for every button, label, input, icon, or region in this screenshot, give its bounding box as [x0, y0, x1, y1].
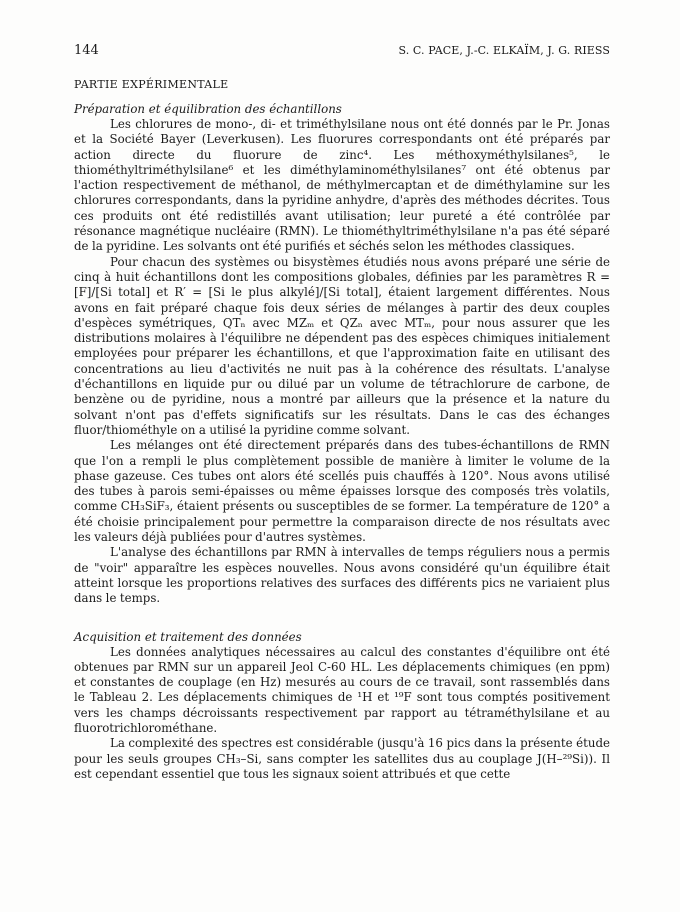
running-head-authors: S. C. PACE, J.-C. ELKAÏM, J. G. RIESS [398, 44, 610, 57]
section-title: PARTIE EXPÉRIMENTALE [74, 78, 229, 91]
body-paragraph: Les chlorures de mono-, di- et triméthylsilane nous ont été donnés par le Pr. Jonas et la Société Bayer (Leverkusen). Les fluorures correspondants ont été préparés par action directe du fluorure de zinc⁴. Les méthoxyméthylsilanes⁵, le thiométhyltriméthylsilane⁶ et les diméthylaminométhylsilanes⁷ ont été obtenus par l'action respectivement de méthanol, de méthylmercaptan et de diméthylamine sur les chlorures correspondants, dans la pyridine anhydre, d'après des méthodes décrites. Tous ces produits ont été redistillés avant utilisation; leur pureté a été contrôlée par résonance magnétique nucléaire (RMN). Le thiométhyltriméthylsilane n'a pas été séparé de la pyridine. Les solvants ont été purifiés et séchés selon les méthodes classiques. [74, 117, 610, 254]
body-paragraph: La complexité des spectres est considérable (jusqu'à 16 pics dans la présente étude pour les seuls groupes CH₃–Si, sans compter les satellites dus au couplage J(H–²⁹Si)). Il est cependant essentiel que tous les signaux soient attribués et que cette [74, 736, 610, 781]
running-head [74, 44, 610, 58]
body-paragraph: Pour chacun des systèmes ou bisystèmes étudiés nous avons préparé une série de cinq à huit échantillons dont les compositions globales, définies par les paramètres R = [F]/[Si total] et R′ = [Si le plus alkylé]/[Si total], étaient largement différentes. Nous avons en fait préparé chaque fois deux séries de mélanges à partir des deux couples d'espèces symétriques, QTₙ avec MZₘ et QZₙ avec MTₘ, pour nous assurer que les distributions molaires à l'équilibre ne dépendent pas des espèces chimiques initialement employées pour préparer les échantillons, et que l'approximation faite en utilisant des concentrations au lieu d'activités ne nuit pas à la cohérence des résultats. L'analyse d'échantillons en liquide pur ou dilué par un volume de tétrachlorure de carbone, de benzène ou de pyridine, nous a montré par ailleurs que la présence et la nature du solvant n'ont pas d'effets significatifs sur les résultats. Dans le cas des échanges fluor/thiométhyle on a utilisé la pyridine comme solvant. [74, 254, 610, 437]
subsection-title: Préparation et équilibration des échantillons [74, 102, 342, 116]
page-number: 144 [74, 43, 99, 58]
subsection-title: Acquisition et traitement des données [74, 629, 302, 644]
body-paragraph: Les mélanges ont été directement préparés dans des tubes-échantillons de RMN que l'on a rempli le plus complètement possible de manière à limiter le volume de la phase gazeuse. Ces tubes ont alors été scellés puis chauffés à 120°. Nous avons utilisé des tubes à parois semi-épaisses ou même épaisses lorsque des composés très volatils, comme CH₃SiF₃, étaient présents ou susceptibles de se former. La température de 120° a été choisie principalement pour permettre la comparaison directe de nos résultats avec les valeurs déjà publiées pour d'autres systèmes. [74, 438, 610, 545]
body-paragraph: Les données analytiques nécessaires au calcul des constantes d'équilibre ont été obtenues par RMN sur un appareil Jeol C-60 HL. Les déplacements chimiques (en ppm) et constantes de couplage (en Hz) mesurés au cours de ce travail, sont rassemblés dans le Tableau 2. Les déplacements chimiques de ¹H et ¹⁹F sont tous comptés positivement vers les champs décroissants respectivement par rapport au tétraméthylsilane et au fluorotrichlorométhane. [74, 644, 610, 735]
body-paragraph: L'analyse des échantillons par RMN à intervalles de temps réguliers nous a permis de "voir" apparaître les espèces nouvelles. Nous avons considéré qu'un équilibre était atteint lorsque les proportions relatives des surfaces des différents pics ne variaient plus dans le temps. [74, 545, 610, 606]
page [74, 44, 610, 782]
